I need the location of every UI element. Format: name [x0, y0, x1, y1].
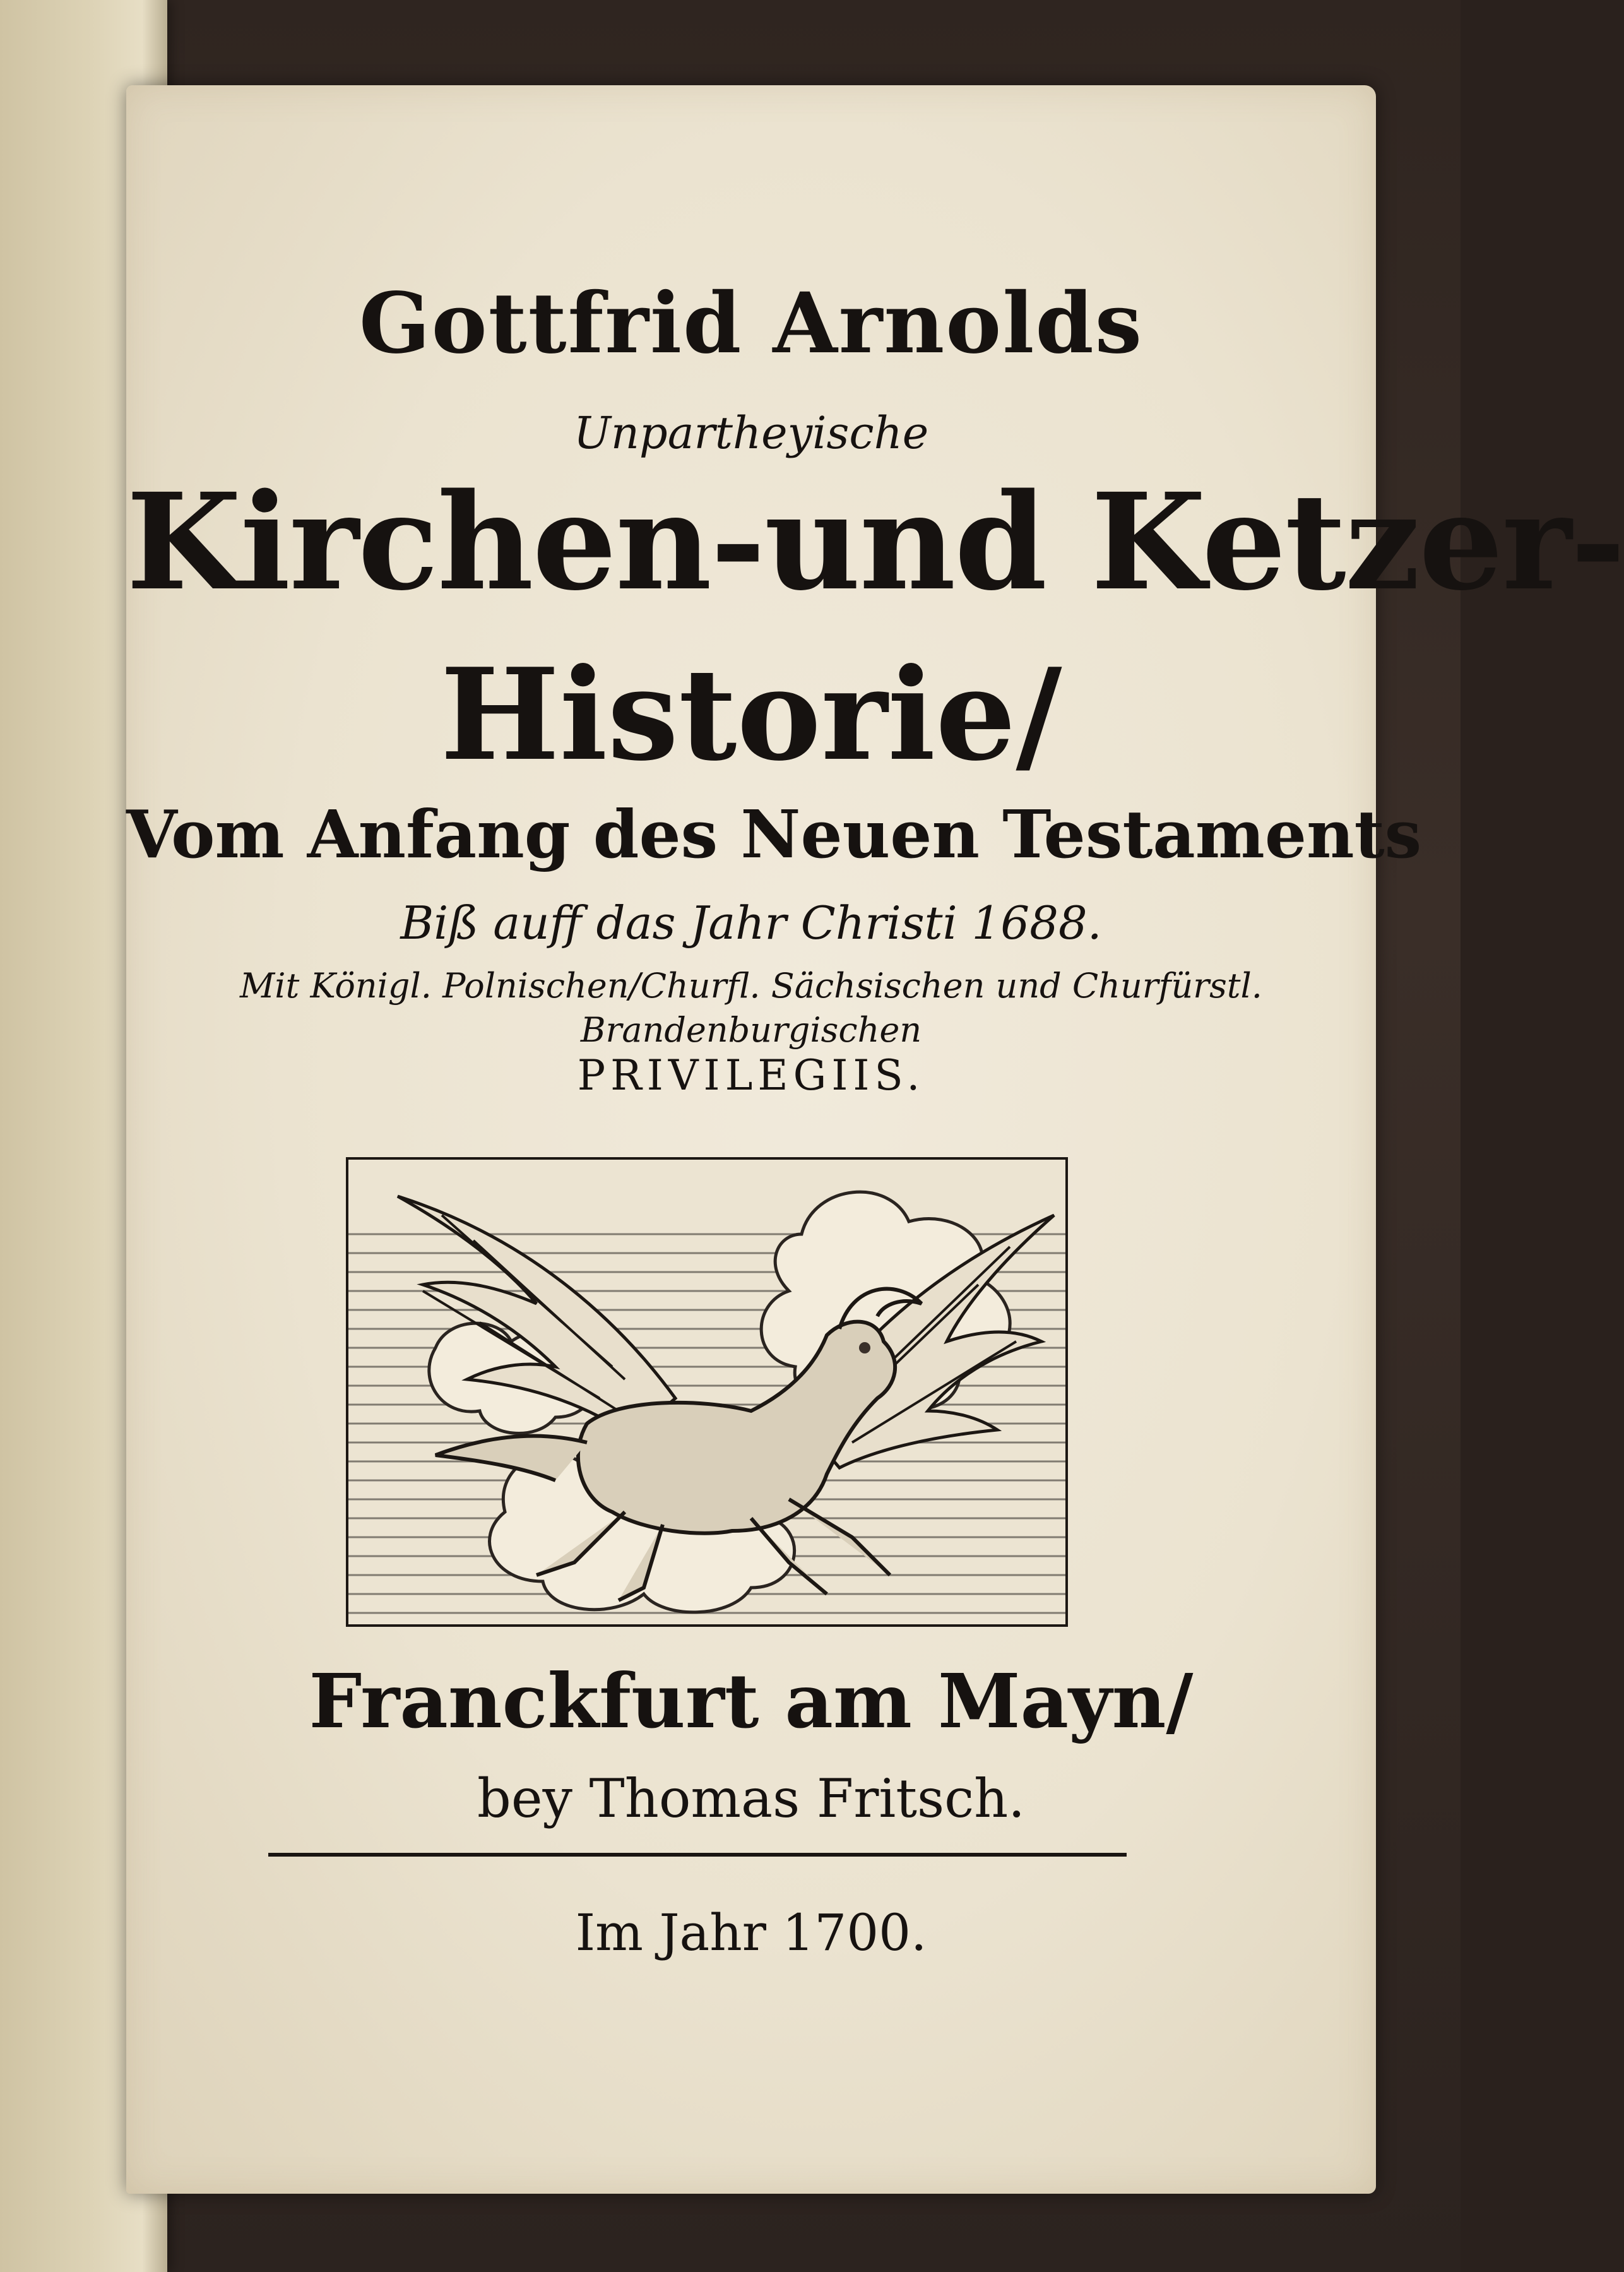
- imprint-place: Franckfurt am Mayn/: [309, 1657, 1194, 1745]
- divider-rule: [268, 1853, 1127, 1857]
- author-line: Gottfrid Arnolds: [359, 275, 1144, 372]
- privilege-line-2: Brandenburgischen: [580, 1010, 922, 1050]
- adjective-line: Unpartheyische: [573, 407, 929, 459]
- privilege-line-3: PRIVILEGIIS.: [577, 1051, 925, 1100]
- subtitle-line: Vom Anfang des Neuen Testaments: [126, 795, 1422, 873]
- privilege-line-1: Mit Königl. Polnischen/Churfl. Sächsischen und Churfürstl.: [240, 966, 1262, 1006]
- main-title-line: Kirchen-und Ketzer-: [126, 464, 1624, 620]
- date-range-line: Biß auff das Jahr Christi 1688.: [400, 896, 1102, 949]
- title-page: [126, 85, 1624, 2194]
- main-title-continued: Historie/: [440, 641, 1062, 789]
- imprint-publisher: bey Thomas Fritsch.: [477, 1768, 1025, 1829]
- imprint-year: Im Jahr 1700.: [575, 1903, 927, 1962]
- pegasus-woodcut: [347, 1158, 1067, 1626]
